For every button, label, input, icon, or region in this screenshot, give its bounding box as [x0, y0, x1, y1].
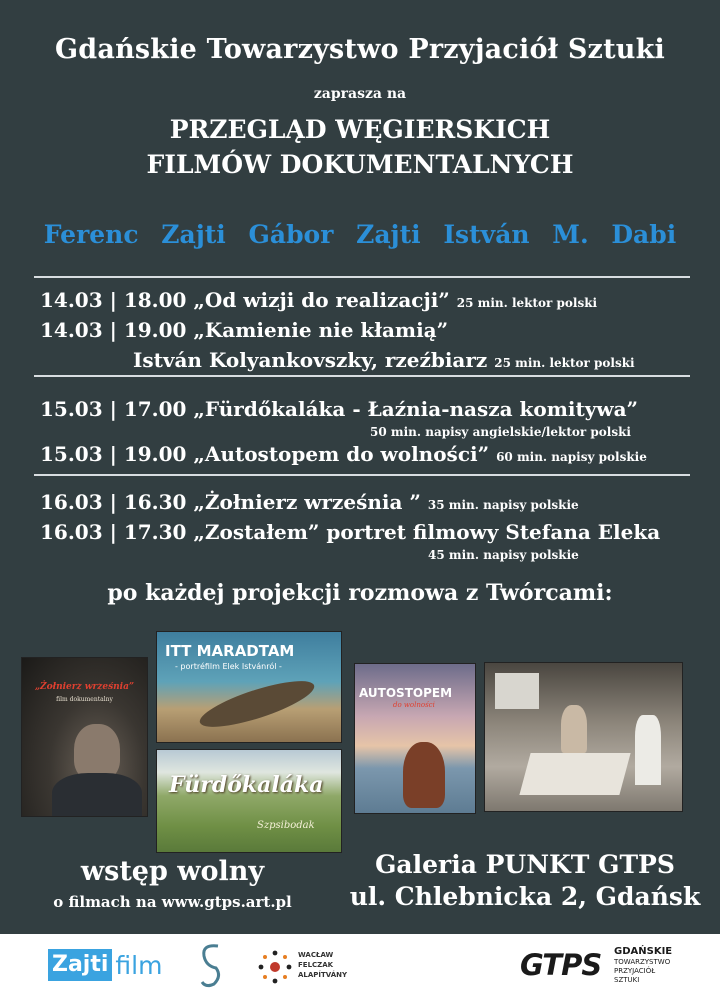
- gtps-logo-mark: GTPS: [520, 948, 602, 982]
- workshop-window: [495, 673, 539, 709]
- venue-block: [345, 850, 705, 911]
- event-title-line-2: FILMÓW DOKUMENTALNYCH: [146, 150, 574, 179]
- autostop-poster-subtitle: do wolności: [393, 701, 435, 709]
- gtps-logo-line: PRZYJACIÓŁ: [614, 967, 656, 975]
- divider: [34, 276, 690, 278]
- s-emblem-icon: [198, 940, 224, 992]
- screening-line: 14.03 | 18.00 „Od wizji do realizacji” 25 min. lektor polski: [40, 288, 598, 312]
- director-name: Ferenc Zajti: [43, 220, 226, 249]
- felczak-line: WACŁAW: [298, 951, 334, 959]
- furdo-poster-title: Fürdőkaláka: [169, 772, 324, 798]
- website-text: o filmach na www.gtps.art.pl: [53, 893, 292, 911]
- zajti-film-logo: [48, 948, 162, 982]
- furdo-poster-subtitle: Szpsibodak: [257, 820, 315, 831]
- screening-line: 16.03 | 16.30 „Żołnierz września ” 35 min. napisy polskie: [40, 490, 579, 514]
- venue-name: Galeria PUNKT GTPS: [375, 850, 675, 879]
- sunburst-icon: [258, 950, 292, 984]
- entry-block: [0, 856, 345, 911]
- autostop-poster-title: AUTOSTOPEM: [359, 686, 453, 700]
- chair-sculpture: [635, 715, 661, 785]
- gtps-logo-line: GDAŃSKIE: [614, 946, 673, 957]
- s-emblem-logo: [198, 940, 224, 992]
- divider: [34, 375, 690, 377]
- director-name: István M. Dabi: [443, 220, 677, 249]
- sculpture-shape: [196, 672, 319, 736]
- sculptor-workshop-photo: [484, 662, 683, 812]
- screening-line: 15.03 | 17.00 „Fürdőkaláka - Łaźnia-nasza komitywa”: [40, 397, 639, 421]
- event-title-line-1: PRZEGLĄD WĘGIERSKICH: [169, 115, 551, 144]
- itt-maradtam-poster: [156, 631, 342, 743]
- autostopem-poster: [354, 663, 476, 814]
- felczak-line: ALAPÍTVÁNY: [298, 971, 348, 979]
- free-entry-text: wstęp wolny: [80, 856, 265, 887]
- portrait-silhouette: [74, 724, 120, 780]
- itt-poster-title: ITT MARADTAM: [165, 642, 295, 660]
- screening-info: 50 min. napisy angielskie/lektor polski: [370, 425, 631, 439]
- gtps-logo-line: SZTUKI: [614, 976, 640, 984]
- sculpture-block: [519, 753, 630, 795]
- sculptor-figure: [561, 705, 587, 753]
- divider: [34, 474, 690, 476]
- zajti-logo-box: Zajti: [48, 949, 112, 981]
- gtps-logo-line: TOWARZYSTWO: [614, 958, 671, 966]
- screening-info: 45 min. napisy polskie: [428, 548, 579, 562]
- organizer-name: Gdańskie Towarzystwo Przyjaciół Sztuki: [55, 34, 665, 65]
- director-name: Gábor Zajti: [248, 220, 421, 249]
- itt-poster-subtitle: - portréfilm Elek Istvánról -: [175, 662, 282, 671]
- discussion-note: po każdej projekcji rozmowa z Twórcami:: [107, 580, 613, 606]
- sponsor-logo-bar: [0, 934, 720, 998]
- screening-line: 15.03 | 19.00 „Autostopem do wolności” 60 min. napisy polskie: [40, 442, 647, 466]
- furdokalaka-poster: [156, 749, 342, 853]
- gtps-logo: [520, 946, 700, 986]
- directors-list: [0, 220, 720, 249]
- venue-address: ul. Chlebnicka 2, Gdańsk: [349, 882, 701, 911]
- coat-silhouette: [52, 773, 142, 817]
- soldier-poster-title: „Żołnierz września”: [34, 682, 135, 692]
- soldier-poster-subtitle: film dokumentalny: [56, 696, 113, 703]
- soldier-film-poster: [21, 657, 148, 817]
- woman-silhouette: [403, 742, 445, 808]
- invites-text: zaprasza na: [313, 86, 407, 102]
- screening-line: 14.03 | 19.00 „Kamienie nie kłamią”: [40, 318, 449, 342]
- zajti-logo-text: film: [115, 950, 163, 980]
- screening-line: István Kolyankovszky, rzeźbiarz 25 min. lektor polski: [133, 348, 635, 372]
- felczak-line: FELCZAK: [298, 961, 334, 969]
- felczak-foundation-logo: [258, 948, 358, 986]
- screening-line: 16.03 | 17.30 „Zostałem” portret filmowy Stefana Eleka: [40, 520, 661, 544]
